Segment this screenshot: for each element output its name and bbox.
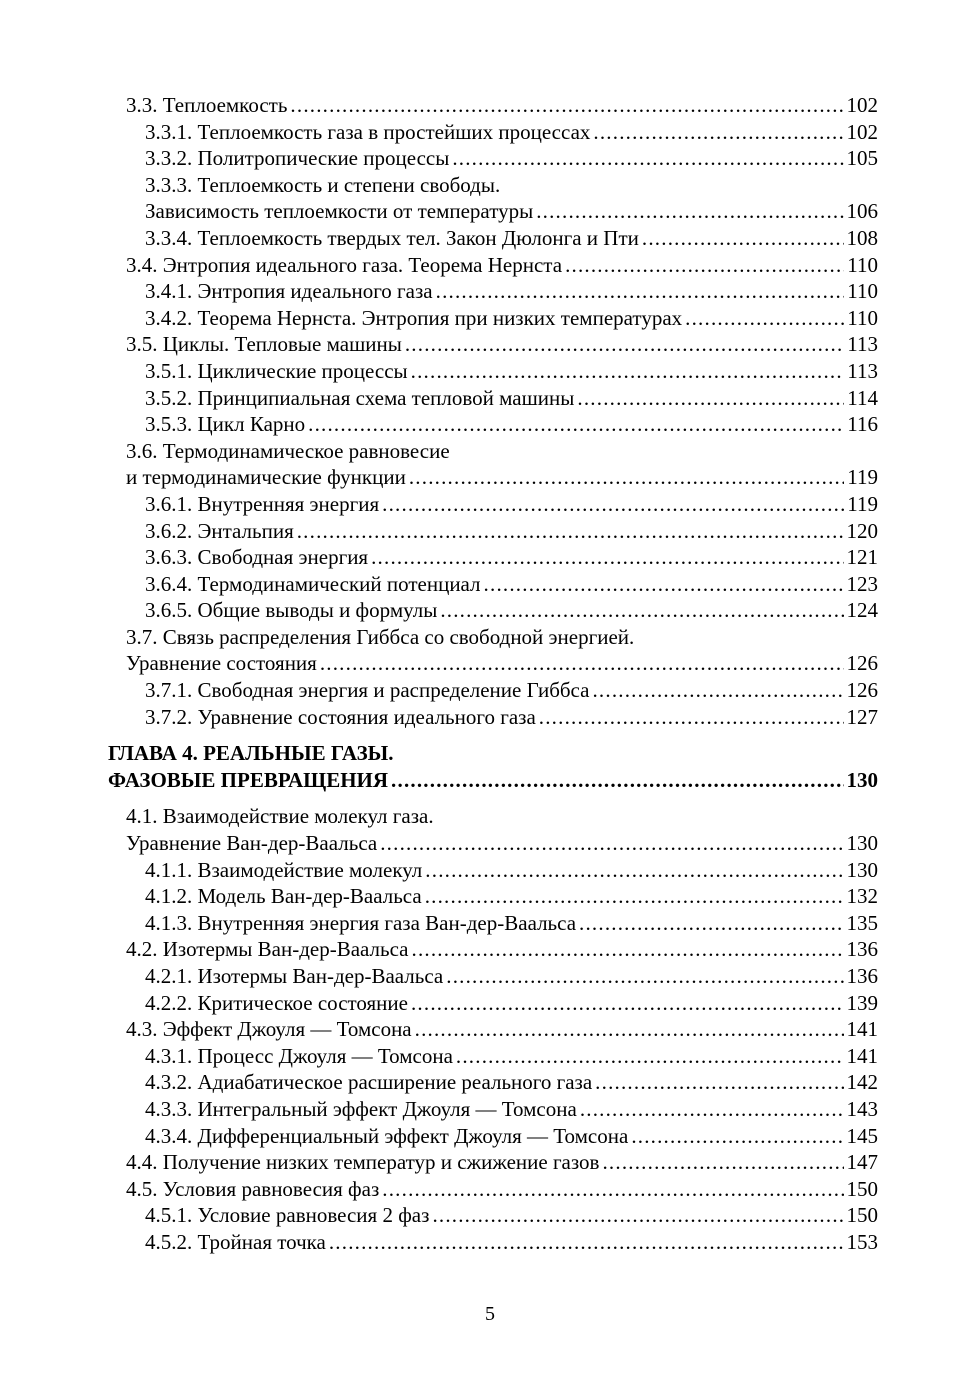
dot-leader	[411, 358, 845, 385]
dot-leader	[484, 571, 844, 598]
dot-leader	[436, 278, 845, 305]
dot-leader	[539, 704, 844, 731]
toc-entry-page: 139	[846, 990, 878, 1015]
toc-entry-page: 124	[846, 598, 878, 623]
toc-entry	[108, 1069, 878, 1096]
toc-entry-title: 4.2.1. Изотермы Ван-дер-Ваальса	[145, 964, 444, 988]
toc-entry	[108, 252, 878, 279]
toc-entry-page: 142	[846, 1070, 878, 1095]
toc-entry	[108, 385, 878, 412]
toc-entry	[108, 145, 878, 172]
toc-entry-title: 4.3.1. Процесс Джоуля — Томсона	[145, 1043, 453, 1068]
dot-leader	[456, 1043, 844, 1070]
dot-leader	[536, 198, 843, 225]
toc-entry-title: 3.5. Циклы. Тепловые машины	[126, 332, 402, 357]
dot-leader	[412, 936, 844, 963]
toc-entry	[108, 92, 878, 119]
toc-entry	[108, 1096, 878, 1123]
toc-entry-title: 4.2.2. Критическое состояние	[145, 990, 408, 1015]
dot-leader	[411, 990, 844, 1017]
toc-entry	[108, 278, 878, 305]
toc-entry-title: 4.3.3. Интегральный эффект Джоуля — Томсона	[145, 1096, 577, 1121]
toc-chapter-line	[108, 767, 878, 794]
toc-entry-page: 132	[846, 884, 878, 909]
toc-entry-title: ФАЗОВЫЕ ПРЕВРАЩЕНИЯ	[108, 767, 389, 792]
dot-leader	[565, 252, 844, 279]
dot-leader	[391, 767, 843, 794]
toc-entry-title: 4.3. Эффект Джоуля — Томсона	[126, 1017, 412, 1042]
dot-leader	[425, 857, 843, 884]
toc-entry-page: 110	[847, 279, 878, 304]
dot-leader	[415, 1016, 844, 1043]
toc-entry-page: 119	[847, 465, 878, 490]
toc-entry	[108, 198, 878, 225]
toc-entry	[108, 597, 878, 624]
toc-entry-title: 3.3.4. Теплоемкость твердых тел. Закон Дюлонга и Пти	[145, 225, 639, 250]
toc-entry-page: 113	[847, 332, 878, 357]
dot-leader	[602, 1149, 843, 1176]
toc-entry-page: 114	[847, 385, 878, 410]
toc-entry-page: 102	[846, 119, 878, 144]
toc-entry-title: 3.3.2. Политропические процессы	[145, 146, 450, 171]
toc-entry	[108, 990, 878, 1017]
toc-entry-page: 108	[846, 225, 878, 250]
toc-entry	[108, 305, 878, 332]
dot-leader	[405, 331, 844, 358]
toc-entry	[108, 883, 878, 910]
toc-entry-page: 105	[846, 146, 878, 171]
toc-entry-title: 3.3.1. Теплоемкость газа в простейших процессах	[145, 119, 591, 144]
toc-entry-title: 3.5.3. Цикл Карно	[145, 412, 306, 437]
toc-entry-title: Уравнение состояния	[126, 651, 317, 676]
toc-entry-title: 3.4.1. Энтропия идеального газа	[145, 279, 433, 304]
toc-entry-title: 3.7.2. Уравнение состояния идеального газа	[145, 704, 536, 729]
toc-entry-title: 4.1.1. Взаимодействие молекул	[145, 857, 423, 882]
dot-leader	[329, 1229, 844, 1256]
toc-entry-page: 141	[846, 1017, 878, 1042]
toc-entry-title: 4.3.2. Адиабатическое расширение реального газа	[145, 1070, 593, 1095]
toc-entry-page: 130	[846, 857, 878, 882]
toc-entry	[108, 225, 878, 252]
toc-entry	[108, 1229, 878, 1256]
toc-entry-title: 3.6.2. Энтальпия	[145, 518, 294, 543]
dot-leader	[297, 518, 844, 545]
toc-entry	[108, 491, 878, 518]
toc-entry-page: 120	[846, 518, 878, 543]
toc-entry	[108, 624, 878, 651]
page-number: 5	[485, 1303, 495, 1325]
dot-leader	[642, 225, 844, 252]
toc-entry	[108, 910, 878, 937]
toc-entry	[108, 544, 878, 571]
toc-entry-page: 150	[846, 1176, 878, 1201]
dot-leader	[595, 1069, 843, 1096]
toc-entry-title: 4.3.4. Дифференциальный эффект Джоуля — Томсона	[145, 1123, 629, 1148]
toc-entry	[108, 830, 878, 857]
toc-entry	[108, 677, 878, 704]
toc-entry-title: 3.7.1. Свободная энергия и распределение Гиббса	[145, 678, 590, 703]
toc-entry	[108, 1176, 878, 1203]
toc-entry-page: 147	[846, 1150, 878, 1175]
toc-entry	[108, 438, 878, 465]
toc-entry-page: 113	[847, 358, 878, 383]
dot-leader	[382, 1176, 843, 1203]
toc-entry-page: 116	[847, 412, 878, 437]
toc-entry-page: 130	[846, 767, 878, 792]
toc-entry-title: ГЛАВА 4. РЕАЛЬНЫЕ ГАЗЫ.	[108, 741, 394, 766]
toc-entry	[108, 518, 878, 545]
dot-leader	[440, 597, 843, 624]
toc-entry-title: 4.5.2. Тройная точка	[145, 1229, 326, 1254]
dot-leader	[580, 1096, 844, 1123]
toc-entry-title: 3.5.1. Циклические процессы	[145, 358, 408, 383]
toc-entry-title: 3.6.5. Общие выводы и формулы	[145, 598, 438, 623]
toc-entry-title: 4.5. Условия равновесия фаз	[126, 1176, 380, 1201]
dot-leader	[409, 464, 844, 491]
toc-entry-title: 3.6.1. Внутренняя энергия	[145, 491, 380, 516]
toc-entry-title: 3.5.2. Принципиальная схема тепловой машины	[145, 385, 575, 410]
toc-entry-page: 153	[846, 1229, 878, 1254]
toc-entry-title: 4.1.2. Модель Ван-дер-Ваальса	[145, 884, 422, 909]
table-of-contents	[108, 92, 878, 1256]
toc-entry	[108, 1043, 878, 1070]
toc-entry	[108, 1149, 878, 1176]
toc-entry-title: 3.4.2. Теорема Нернста. Энтропия при низких температурах	[145, 305, 683, 330]
toc-entry-title: 4.5.1. Условие равновесия 2 фаз	[145, 1203, 430, 1228]
toc-entry	[108, 1123, 878, 1150]
toc-entry-page: 127	[846, 704, 878, 729]
toc-entry-page: 141	[846, 1043, 878, 1068]
dot-leader	[685, 305, 844, 332]
toc-entry	[108, 1202, 878, 1229]
toc-entry-title: 3.3.3. Теплоемкость и степени свободы.	[145, 172, 501, 197]
toc-entry	[108, 358, 878, 385]
dot-leader	[320, 650, 844, 677]
toc-entry-title: 3.4. Энтропия идеального газа. Теорема Нернста	[126, 252, 563, 277]
dot-leader	[579, 910, 843, 937]
dot-leader	[432, 1202, 843, 1229]
toc-entry	[108, 704, 878, 731]
toc-entry-title: 4.2. Изотермы Ван-дер-Ваальса	[126, 937, 409, 962]
toc-entry-title: 3.7. Связь распределения Гиббса со свободной энергией.	[126, 624, 635, 649]
dot-leader	[452, 145, 843, 172]
toc-entry-page: 145	[846, 1123, 878, 1148]
toc-entry-page: 143	[846, 1096, 878, 1121]
toc-entry	[108, 331, 878, 358]
dot-leader	[382, 491, 844, 518]
toc-entry-page: 126	[846, 678, 878, 703]
toc-entry	[108, 411, 878, 438]
toc-entry-page: 135	[846, 910, 878, 935]
toc-entry	[108, 172, 878, 199]
dot-leader	[577, 385, 844, 412]
dot-leader	[371, 544, 843, 571]
toc-entry	[108, 857, 878, 884]
toc-entry-page: 130	[846, 831, 878, 856]
toc-entry	[108, 571, 878, 598]
toc-entry-title: 4.4. Получение низких температур и сжижение газов	[126, 1150, 600, 1175]
toc-entry-title: 4.1.3. Внутренняя энергия газа Ван-дер-Ваальса	[145, 910, 577, 935]
toc-entry-title: 3.6.4. Термодинамический потенциал	[145, 571, 481, 596]
toc-entry-title: 3.6. Термодинамическое равновесие	[126, 438, 450, 463]
dot-leader	[425, 883, 844, 910]
dot-leader	[290, 92, 843, 119]
toc-entry-page: 110	[847, 252, 878, 277]
toc-entry-page: 136	[846, 964, 878, 988]
toc-entry	[108, 803, 878, 830]
dot-leader	[446, 963, 843, 990]
toc-entry-title: Зависимость теплоемкости от температуры	[145, 199, 534, 224]
toc-entry-page: 150	[846, 1203, 878, 1228]
toc-entry-page: 102	[846, 93, 878, 117]
dot-leader	[380, 830, 843, 857]
toc-entry	[108, 119, 878, 146]
toc-entry	[108, 936, 878, 963]
toc-chapter-line	[108, 740, 878, 767]
toc-entry-title: Уравнение Ван-дер-Ваальса	[126, 831, 378, 856]
toc-entry-title: 3.3. Теплоемкость	[126, 93, 288, 117]
toc-entry	[108, 650, 878, 677]
toc-entry-page: 126	[846, 651, 878, 676]
toc-entry-page: 119	[847, 491, 878, 516]
toc-entry-title: 3.6.3. Свободная энергия	[145, 545, 369, 570]
dot-leader	[308, 411, 844, 438]
toc-entry-page: 110	[847, 305, 878, 330]
toc-entry-page: 136	[846, 937, 878, 962]
dot-leader	[593, 119, 843, 146]
dot-leader	[592, 677, 843, 704]
toc-entry-page: 121	[846, 545, 878, 570]
toc-entry	[108, 963, 878, 990]
dot-leader	[631, 1123, 843, 1150]
toc-entry	[108, 1016, 878, 1043]
toc-entry-title: 4.1. Взаимодействие молекул газа.	[126, 804, 434, 829]
toc-entry	[108, 464, 878, 491]
toc-entry-page: 106	[846, 199, 878, 224]
toc-entry-title: и термодинамические функции	[126, 465, 406, 490]
toc-entry-page: 123	[846, 571, 878, 596]
